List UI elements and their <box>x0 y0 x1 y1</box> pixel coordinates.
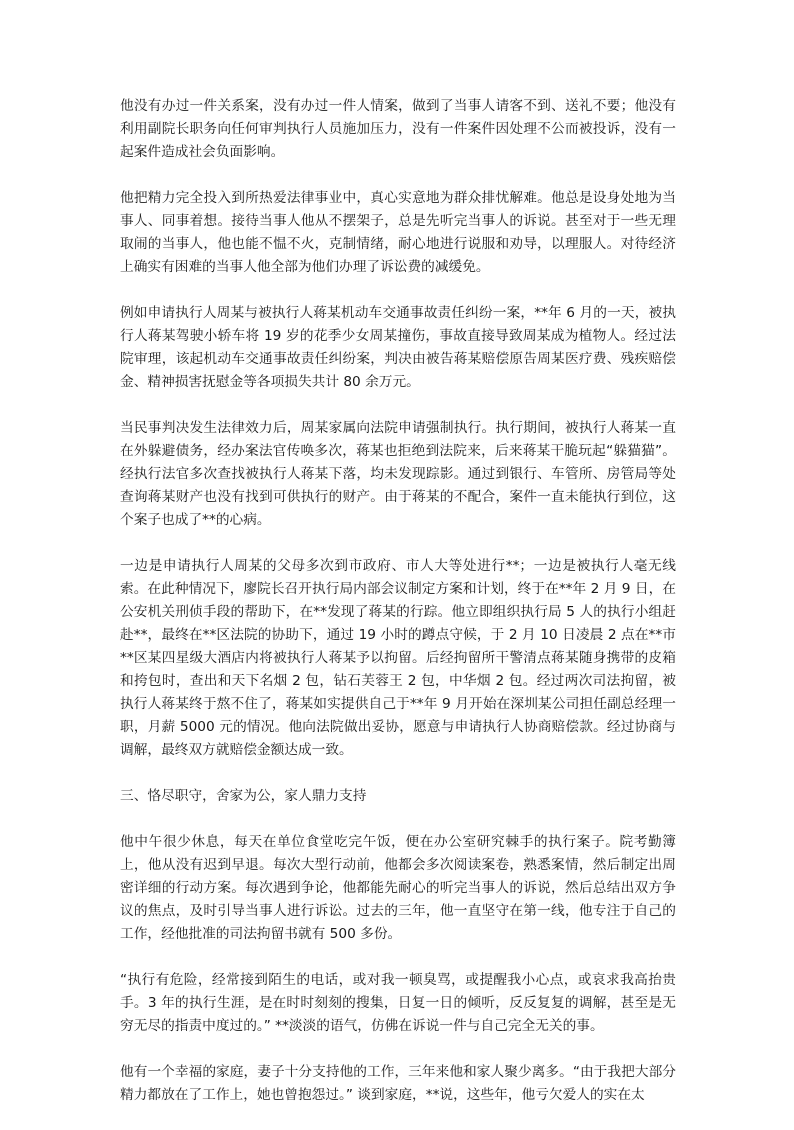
paragraph-work-habits: 他中午很少休息，每天在单位食堂吃完午饭，便在办公室研究棘手的执行案子。院考勤簿上，他从没有迟到早退。每次大型行动前，他都会多次阅读案卷，熟悉案情，然后制定出周密详细的行动方案。每次遇到争论，他都能先耐心的听完当事人的诉说，然后总结出双方争议的焦点，及时引导当事人进行诉讼。过去的三年，他一直坚守在第一线，他专注于自己的工作，经他批准的司法拘留书就有 500 多份。 <box>120 834 676 942</box>
paragraph-dedication: 他把精力完全投入到所热爱法律事业中，真心实意地为群众排忧解难。他总是设身处地为当事人、同事着想。接待当事人他从不摆架子，总是先听完当事人的诉说。甚至对于一些无理取闹的当事人，他也能不愠不火，克制情绪，耐心地进行说服和劝导，以理服人。对待经济上确实有困难的当事人他全部为他们办理了诉讼费的减缓免。 <box>120 190 676 275</box>
paragraph-case-enforcement: 当民事判决发生法律效力后，周某家属向法院申请强制执行。执行期间，被执行人蒋某一直在外躲避债务，经办案法官传唤多次，蒋某也拒绝到法院来，后来蒋某干脆玩起“躲猫猫”。经执行法官多次查找被执行人蒋某下落，均未发现踪影。通过到银行、车管所、房管局等处查询蒋某财产也没有找到可供执行的财产。由于蒋某的不配合，案件一直未能执行到位，这个案子也成了**的心病。 <box>120 420 676 528</box>
paragraph-quote: “执行有危险，经常接到陌生的电话，或对我一顿臭骂，或提醒我小心点，或哀求我高抬贵手。3 年的执行生涯，是在时时刻刻的搜集，日复一日的倾听，反反复复的调解，甚至是无穷无尽的指责中度过的。” **淡淡的语气，仿佛在诉说一件与自己完全无关的事。 <box>120 972 676 1034</box>
paragraph-case-intro: 例如申请执行人周某与被执行人蒋某机动车交通事故责任纠纷一案，**年 6 月的一天，被执行人蒋某驾驶小轿车将 19 岁的花季少女周某撞伤，事故直接导致周某成为植物人。经过法院审理，该起机动车交通事故责任纠纷案，判决由被告蒋某赔偿原告周某医疗费、残疾赔偿金、精神损害抚慰金等各项损失共计 80 余万元。 <box>120 305 676 390</box>
paragraph-integrity: 他没有办过一件关系案，没有办过一件人情案，做到了当事人请客不到、送礼不要；他没有利用副院长职务向任何审判执行人员施加压力，没有一件案件因处理不公而被投诉，没有一起案件造成社会负面影响。 <box>120 98 676 160</box>
section-heading: 三、恪尽职守，舍家为公，家人鼎力支持 <box>120 788 367 804</box>
paragraph-family: 他有一个幸福的家庭，妻子十分支持他的工作，三年来他和家人聚少离多。“由于我把大部分精力都放在了工作上，她也曾抱怨过。” 谈到家庭，**说，这些年，他亏欠爱人的实在太 <box>120 1064 676 1103</box>
document-body <box>120 95 676 1130</box>
paragraph-case-resolution: 一边是申请执行人周某的父母多次到市政府、市人大等处进行**；一边是被执行人毫无线索。在此种情况下，廖院长召开执行局内部会议制定方案和计划，终于在**年 2 月 9 日，在公安机关刑侦手段的帮助下，在**发现了蒋某的行踪。他立即组织执行局 5 人的执行小组赶赴**，最终在**区法院的协助下，通过 19 小时的蹲点守候，于 2 月 10 日凌晨 2 点在**市**区某四星级大酒店内将被执行人蒋某予以拘留。后经拘留所干警清点蒋某随身携带的皮箱和挎包时，查出和天下名烟 2 包，钻石芙蓉王 2 包，中华烟 2 包。经过两次司法拘留，被执行人蒋某终于熬不住了，蒋某如实提供自己于**年 9 月开始在深圳某公司担任副总经理一职，月薪 5000 元的情况。他向法院做出妥协，愿意与申请执行人协商赔偿款。经过协商与调解，最终双方就赔偿金额达成一致。 <box>120 558 676 758</box>
